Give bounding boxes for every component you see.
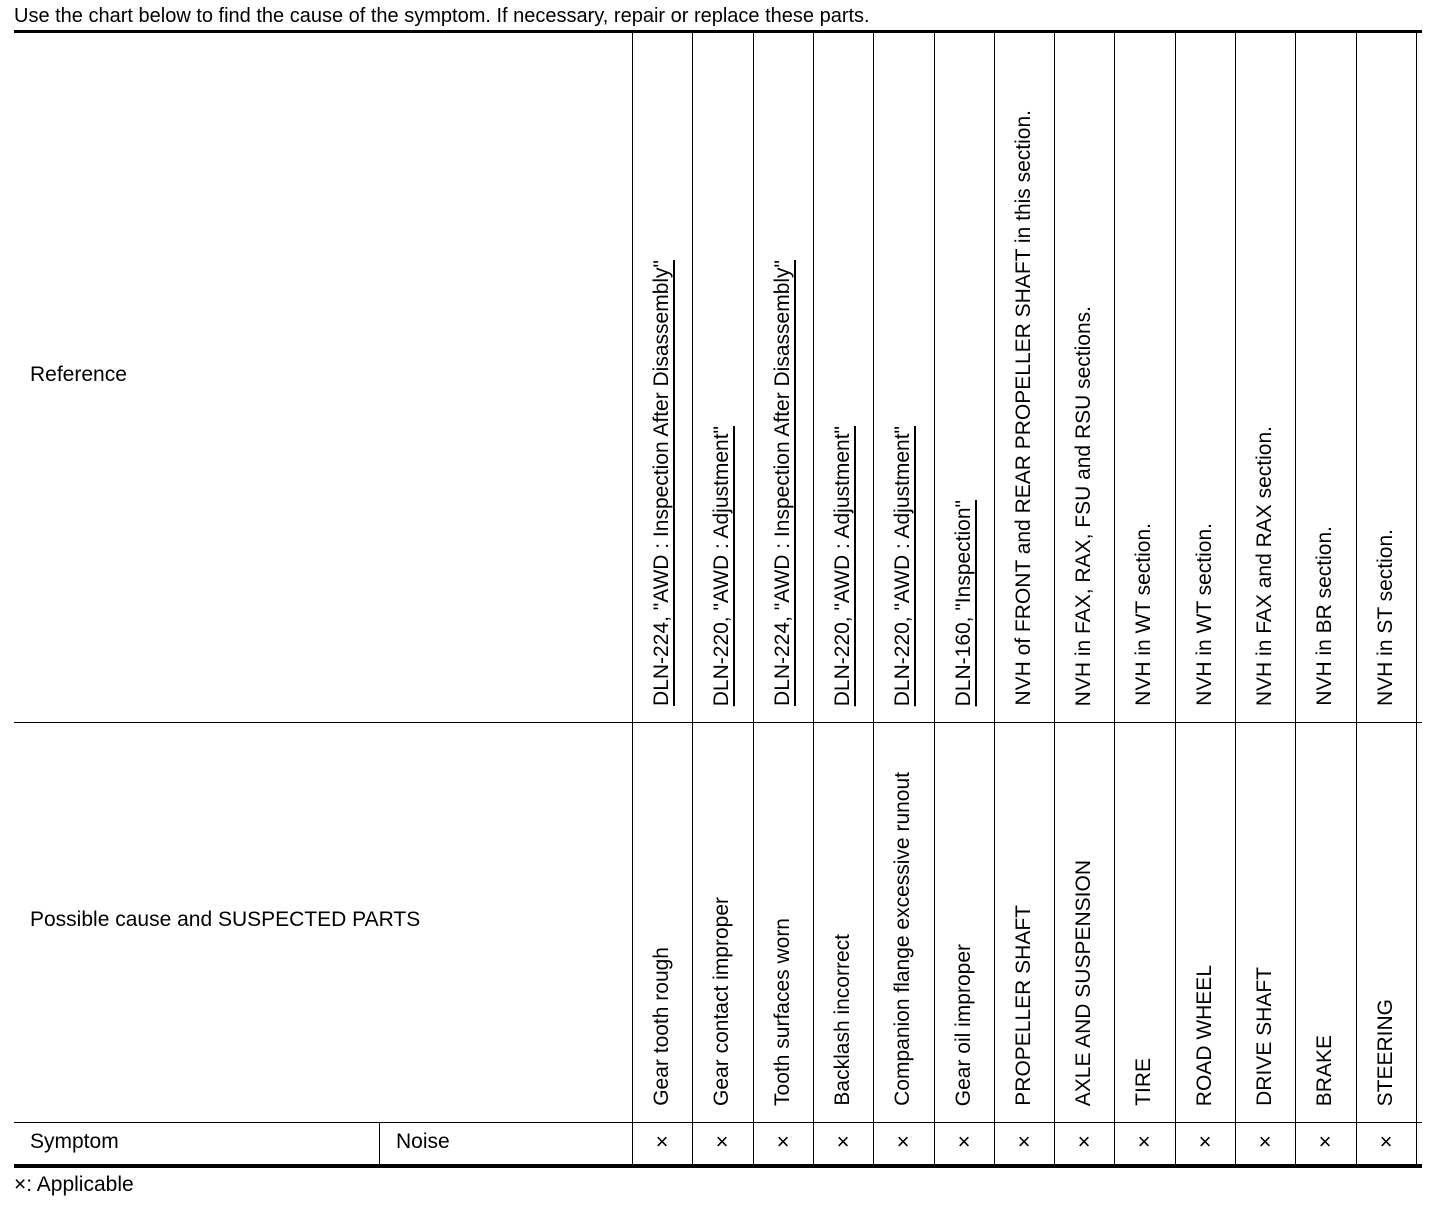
suspected-part-cell [632, 723, 692, 1122]
reference-text: NVH in BR section. [1313, 526, 1336, 706]
applicable-mark: × [1077, 1129, 1091, 1154]
reference-link[interactable]: DLN-224, "AWD : Inspection After Disassembly" [650, 260, 673, 706]
reference-link[interactable]: DLN-220, "AWD : Adjustment" [831, 425, 854, 706]
reference-text: NVH in WT section. [1193, 523, 1216, 706]
reference-cell [1235, 33, 1295, 722]
reference-cell [813, 33, 873, 722]
applicable-mark: × [1318, 1129, 1332, 1154]
cause-bottom-rule [14, 1122, 1422, 1123]
applicable-mark: × [1198, 1129, 1212, 1154]
suspected-part-label: Companion flange excessive runout [891, 772, 914, 1106]
applicable-mark: × [836, 1129, 850, 1154]
reference-label: Reference [30, 363, 127, 386]
suspected-part-label: Gear contact improper [710, 897, 733, 1106]
applicable-mark: × [1379, 1129, 1393, 1154]
reference-cell [1295, 33, 1355, 722]
suspected-part-label: STEERING [1374, 998, 1397, 1106]
footnote: ×: Applicable [14, 1173, 134, 1196]
suspected-part-cell [873, 723, 933, 1122]
suspected-part-cell [692, 723, 752, 1122]
suspected-part-label: Gear oil improper [952, 943, 975, 1106]
reference-cell [994, 33, 1054, 722]
suspected-part-label: TIRE [1132, 1058, 1155, 1106]
applicable-mark: × [896, 1129, 910, 1154]
reference-cell [632, 33, 692, 722]
suspected-part-label: PROPELLER SHAFT [1012, 905, 1035, 1106]
reference-cell [873, 33, 933, 722]
applicable-mark: × [776, 1129, 790, 1154]
suspected-part-cell [1054, 723, 1114, 1122]
suspected-part-cell [994, 723, 1054, 1122]
reference-text: NVH in WT section. [1132, 523, 1155, 706]
reference-text: NVH in FAX and RAX section. [1253, 425, 1276, 706]
symptom-value: Noise [396, 1130, 450, 1153]
reference-text: NVH in FAX, RAX, FSU and RSU sections. [1072, 305, 1095, 706]
suspected-part-cell [1235, 723, 1295, 1122]
reference-text: NVH in ST section. [1374, 528, 1397, 706]
reference-text: NVH of FRONT and REAR PROPELLER SHAFT in this section. [1012, 110, 1035, 706]
suspected-part-cell [1295, 723, 1355, 1122]
suspected-part-cell [813, 723, 873, 1122]
cause-label: Possible cause and SUSPECTED PARTS [30, 908, 421, 931]
suspected-part-label: Gear tooth rough [650, 947, 673, 1106]
reference-cell [1175, 33, 1235, 722]
column-divider [1416, 33, 1417, 1164]
applicable-mark: × [1258, 1129, 1272, 1154]
reference-cell [1114, 33, 1174, 722]
reference-link[interactable]: DLN-220, "AWD : Adjustment" [891, 425, 914, 706]
suspected-part-cell [753, 723, 813, 1122]
suspected-part-label: Backlash incorrect [831, 934, 854, 1106]
reference-cell [1356, 33, 1416, 722]
applicable-mark: × [1017, 1129, 1031, 1154]
suspected-part-label: ROAD WHEEL [1193, 964, 1216, 1106]
reference-link[interactable]: DLN-160, "Inspection" [952, 499, 975, 706]
reference-link[interactable]: DLN-220, "AWD : Adjustment" [710, 425, 733, 706]
diagnosis-table [14, 30, 1422, 1168]
suspected-part-label: BRAKE [1313, 1034, 1336, 1106]
symptom-label: Symptom [30, 1130, 119, 1153]
symptom-divider [379, 1122, 380, 1164]
reference-cell [692, 33, 752, 722]
reference-cell [1054, 33, 1114, 722]
table-bottom-border [14, 1164, 1422, 1168]
suspected-part-cell [1114, 723, 1174, 1122]
applicable-mark: × [957, 1129, 971, 1154]
suspected-part-label: DRIVE SHAFT [1253, 967, 1276, 1106]
applicable-mark: × [1137, 1129, 1151, 1154]
reference-link[interactable]: DLN-224, "AWD : Inspection After Disassembly" [771, 260, 794, 706]
reference-cell [753, 33, 813, 722]
applicable-mark: × [655, 1129, 669, 1154]
suspected-part-cell [1175, 723, 1235, 1122]
reference-cell [934, 33, 994, 722]
suspected-part-label: AXLE AND SUSPENSION [1072, 859, 1095, 1106]
suspected-part-cell [1356, 723, 1416, 1122]
applicable-mark: × [715, 1129, 729, 1154]
intro-text: Use the chart below to find the cause of the symptom. If necessary, repair or replace these parts. [14, 5, 870, 27]
suspected-part-cell [934, 723, 994, 1122]
suspected-part-label: Tooth surfaces worn [771, 918, 794, 1106]
